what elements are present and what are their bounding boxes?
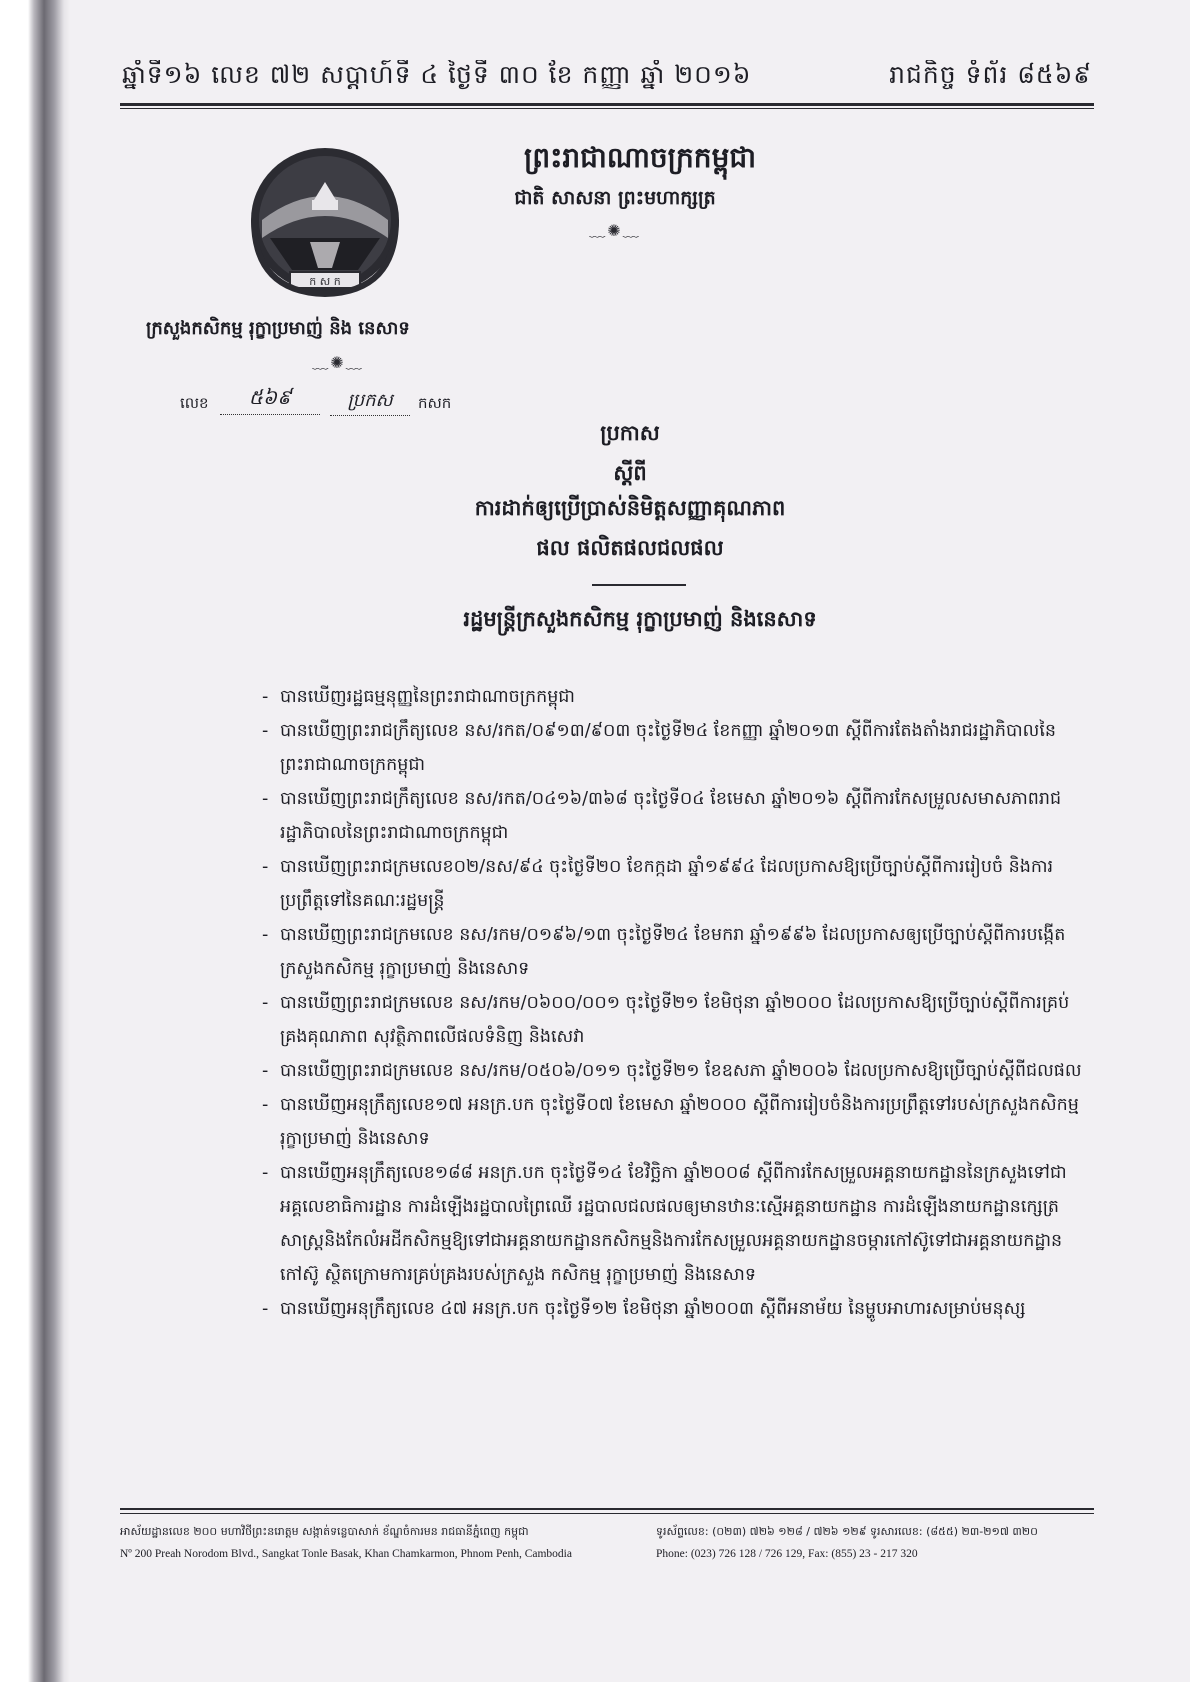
list-item: - បានឃើញព្រះរាជក្រមលេខ០២/នស/៩៤ ចុះថ្ងៃទី២០ ខែកក្កដា ឆ្នាំ១៩៩៤ ដែលប្រកាសឱ្យប្រើច្បាប់ស្តីពីការរៀបចំ និងការប្រព្រឹត្តទៅនៃគណៈរដ្ឋមន្ត្រី xyxy=(262,857,1054,911)
kingdom-title: ព្រះរាជាណាចក្រកម្ពុជា xyxy=(523,141,756,174)
footer-phone-km: ទូរស័ព្ទលេខ: (០២៣) ៧២៦ ១២៨ / ៧២៦ ១២៩ ទូរសារលេខ: (៨៥៥) ២៣-២១៧ ៣២០ xyxy=(656,1525,1038,1538)
list-item: - បានឃើញព្រះរាជក្រមលេខ នស/រកម/០១៩៦/១៣ ចុះថ្ងៃទី២៤ ខែមករា ឆ្នាំ១៩៩៦ ដែលប្រកាសឲ្យប្រើច្បាប់ស្តីពីការបង្កើតក្រសួងកសិកម្ម រុក្ខាប្រមាញ់ និងនេសាទ xyxy=(262,925,1066,979)
list-item: - បានឃើញអនុក្រឹត្យលេខ ៤៧ អនក្រ.បក ចុះថ្ងៃទី១២ ខែមិថុនា ឆ្នាំ២០០៣ ស្តីពីអនាម័យ នៃម្ហូបអាហារសម្រាប់មនុស្ស xyxy=(262,1299,1026,1319)
ministry-ornament: ﹏✺﹏ xyxy=(312,353,364,372)
reference-number-line xyxy=(180,386,480,416)
list-item: - បានឃើញព្រះរាជក្រមលេខ នស/រកម/០៥០៦/០១១ ចុះថ្ងៃទី២១ ខែឧសភា ឆ្នាំ២០០៦ ដែលប្រកាសឱ្យប្រើច្បាប់ស្តីពីជលផល xyxy=(262,1061,1082,1081)
list-item: - បានឃើញអនុក្រឹត្យលេខ១៧ អនក្រ.បក ចុះថ្ងៃទី០៧ ខែមេសា ឆ្នាំ២០០០ ស្តីពីការរៀបចំនិងការប្រព្រឹត្តទៅរបស់ក្រសួងកសិកម្ម រុក្ខាប្រមាញ់ និងនេសាទ xyxy=(262,1095,1079,1149)
document-subject-line-2: ផល ផលិតផលជលផល xyxy=(536,536,724,560)
reference-label: លេខ xyxy=(180,394,209,412)
footer-rule xyxy=(120,1508,1094,1510)
document-about: ស្តីពី xyxy=(613,461,647,485)
list-item: - បានឃើញព្រះរាជក្រឹត្យលេខ នស/រកត/០៩១៣/៩០៣ ចុះថ្ងៃទី២៤ ខែកញ្ញា ឆ្នាំ២០១៣ ស្តីពីការតែងតាំងរាជរដ្ឋាភិបាលនៃព្រះរាជាណាចក្រកម្ពុជា xyxy=(262,721,1057,775)
footer-contact xyxy=(656,1520,1096,1566)
gazette-issue-info: ឆ្នាំទី១៦ លេខ ៧២ សប្តាហ៍ទី ៤ ថ្ងៃទី ៣០ ខែ កញ្ញា ឆ្នាំ ២០១៦ xyxy=(122,60,752,89)
list-item: - បានឃើញរដ្ឋធម្មនុញ្ញនៃព្រះរាជាណាចក្រកម្ពុជា xyxy=(262,687,575,707)
reference-suffix: កសក xyxy=(418,394,452,412)
reference-number: ៥៦៩ xyxy=(220,384,320,415)
footer-address-en: Nº 200 Preah Norodom Blvd., Sangkat Tonle Basak, Khan Chamkarmon, Phnom Penh, Cambodia xyxy=(120,1548,572,1560)
footer-phone-en: Phone: (023) 726 128 / 726 129, Fax: (855) 23 - 217 320 xyxy=(656,1548,918,1560)
reference-code: ប្រកស xyxy=(330,388,410,416)
gazette-header xyxy=(122,60,1092,100)
gazette-page-number: រាជកិច្ច ទំព័រ ៨៥៦៩ xyxy=(889,60,1092,89)
list-item: - បានឃើញព្រះរាជក្រឹត្យលេខ នស/រកត/០៤១៦/៣៦៨ ចុះថ្ងៃទី០៤ ខែមេសា ឆ្នាំ២០១៦ ស្តីពីការកែសម្រួលសមាសភាពរាជរដ្ឋាភិបាលនៃព្រះរាជាណាចក្រកម្ពុជា xyxy=(262,789,1062,843)
motto-ornament: ﹏✺﹏ xyxy=(589,221,641,240)
header-rule xyxy=(120,103,1094,106)
list-item: - បានឃើញអនុក្រឹត្យលេខ១៨៨ អនក្រ.បក ចុះថ្ងៃទី១៤ ខែវិច្ឆិកា ឆ្នាំ២០០៨ ស្តីពីការកែសម្រួលអគ្គនាយកដ្ឋាននៃក្រសួងទៅជាអគ្គលេខាធិការដ្ឋាន ការដំឡើងរដ្ឋបាលព្រៃឈើ រដ្ឋបាលជលផលឲ្យមានឋានៈស្មើអគ្គនាយកដ្ឋាន ការដំឡើងនាយកដ្ឋានក្សេត្រសាស្ត្រនិងកែលំអដីកសិកម្មឱ្យទៅជាអគ្គនាយកដ្ឋានកសិកម្មនិងការកែសម្រួលអគ្គនាយកដ្ឋានចម្ការកៅស៊ូទៅជាអគ្គនាយកដ្ឋានកៅស៊ូ ស្ថិតក្រោមការគ្រប់គ្រងរបស់ក្រសួង កសិកម្ម រុក្ខាប្រមាញ់ និងនេសាទ xyxy=(262,1163,1067,1285)
national-motto: ជាតិ សាសនា ព្រះមហាក្សត្រ xyxy=(514,187,716,209)
list-item: - បានឃើញព្រះរាជក្រមលេខ នស/រកម/០៦០០/០០១ ចុះថ្ងៃទី២១ ខែមិថុនា ឆ្នាំ២០០០ ដែលប្រកាសឱ្យប្រើច្បាប់ស្តីពីការគ្រប់គ្រងគុណភាព សុវត្ថិភាពលើផលទំនិញ និងសេវា xyxy=(262,993,1070,1047)
document-type: ប្រកាស xyxy=(600,421,660,445)
considerations-list xyxy=(262,680,1082,1326)
issuing-minister: រដ្ឋមន្ត្រីក្រសួងកសិកម្ម រុក្ខាប្រមាញ់ និងនេសាទ xyxy=(463,607,817,631)
ministry-name: ក្រសួងកសិកម្ម រុក្ខាប្រមាញ់ និង នេសាទ xyxy=(146,318,410,339)
ministry-emblem-icon xyxy=(240,142,410,302)
footer-address-km: អាស័យដ្ឋានលេខ ២០០ មហាវិថីព្រះនរោត្តម សង្កាត់ទន្លេបាសាក់ ខ័ណ្ឌចំការមន រាជធានីភ្នំពេញ កម្ពុជា xyxy=(120,1525,529,1538)
footer-rule-thin xyxy=(120,1513,1094,1514)
footer-address xyxy=(120,1520,640,1566)
document-subject-line-1: ការដាក់ឲ្យប្រើប្រាស់និមិត្តសញ្ញាគុណភាព xyxy=(474,496,786,520)
header-rule-thin xyxy=(120,108,1094,109)
svg-text:ក ស ក: ក ស ក xyxy=(309,275,341,288)
title-divider xyxy=(592,584,686,586)
